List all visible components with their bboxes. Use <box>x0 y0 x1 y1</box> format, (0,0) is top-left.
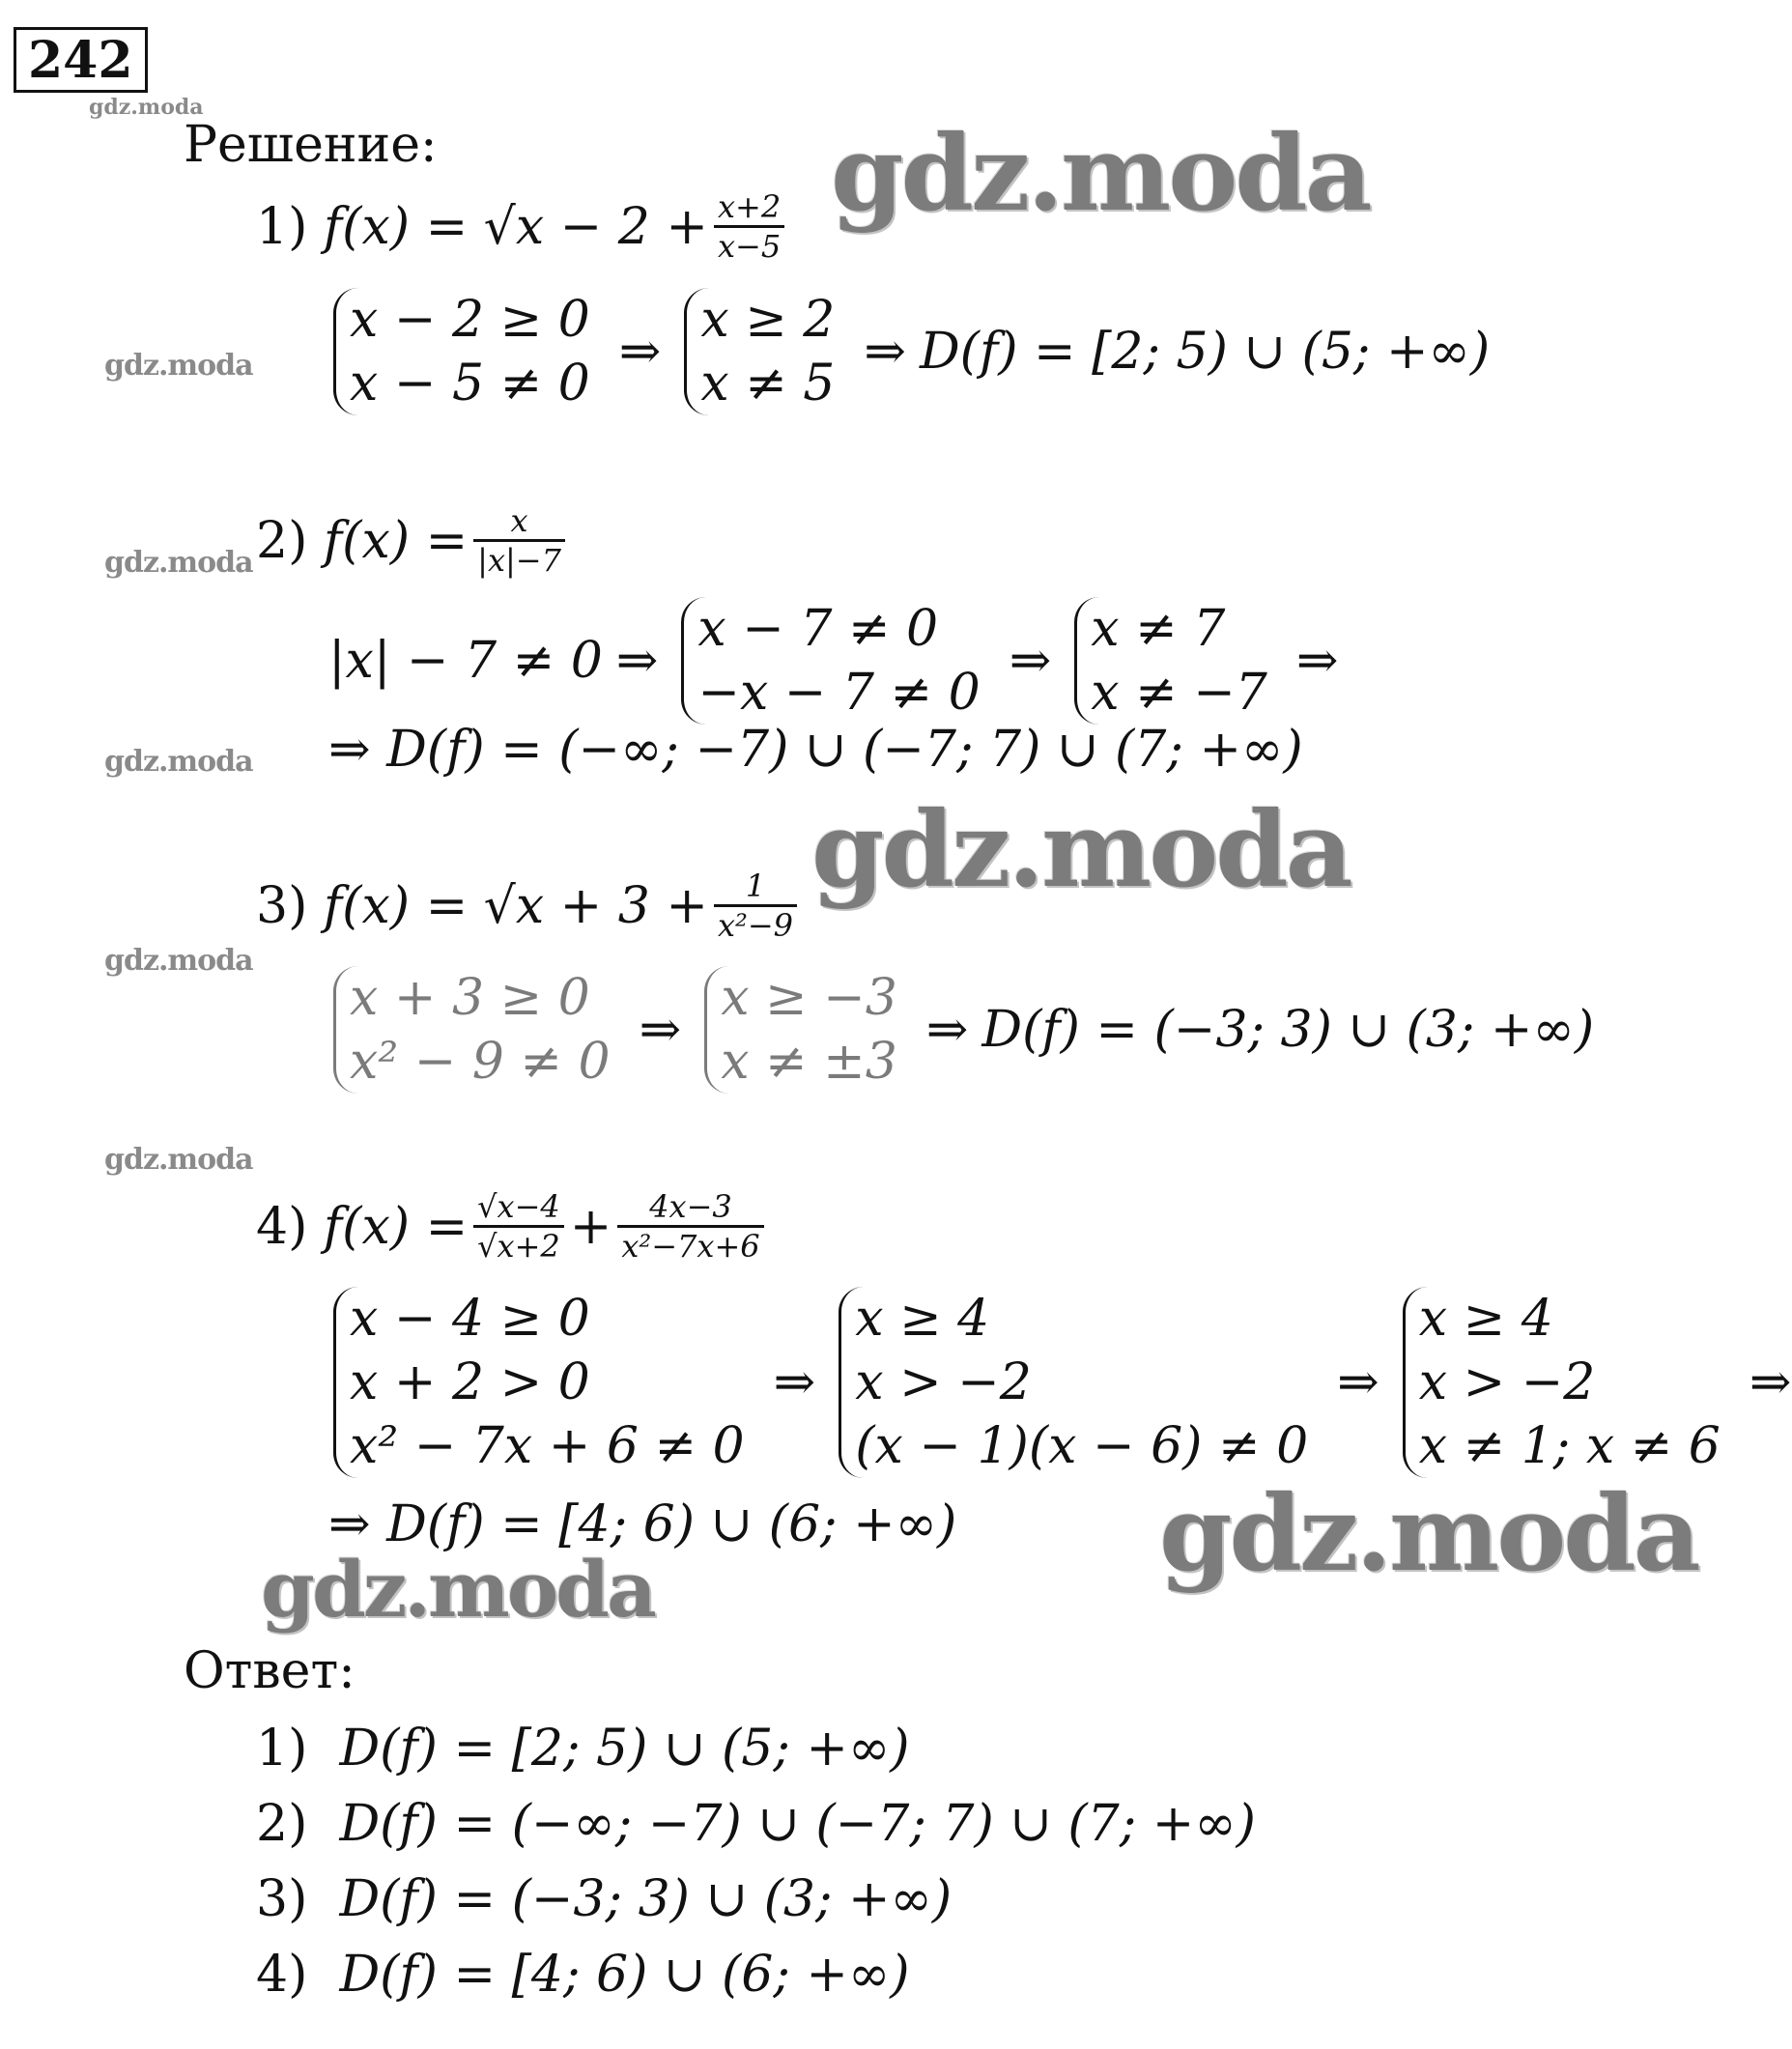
watermark-large: gdz.moda <box>1159 1473 1698 1595</box>
item-4-frac1-den: √x+2 <box>473 1225 564 1265</box>
answer-4-text: D(f) = [4; 6) ∪ (6; +∞) <box>339 1946 910 2004</box>
item-2-domain: ⇒ D(f) = (−∞; −7) ∪ (−7; 7) ∪ (7; +∞) <box>328 721 1303 779</box>
item-3-sys2-row-1: x ≥ −3 <box>721 969 897 1027</box>
watermark-small: gdz.moda <box>104 944 253 978</box>
item-2-fraction <box>473 502 565 579</box>
item-1-domain: D(f) = [2; 5) ∪ (5; +∞) <box>919 323 1491 381</box>
item-3-system-2 <box>704 966 897 1094</box>
implies-arrow: ⇒ <box>1337 1353 1380 1411</box>
item-1-sys1-row-1: x − 2 ≥ 0 <box>350 291 590 349</box>
watermark-small: gdz.moda <box>104 546 253 580</box>
item-1-label: 1) <box>256 197 308 256</box>
item-3-sys2-row-2: x ≠ ±3 <box>721 1033 897 1091</box>
item-2-frac-num: x <box>510 502 528 539</box>
implies-arrow: ⇒ <box>1295 632 1339 690</box>
item-4-fraction-2 <box>617 1188 763 1265</box>
implies-arrow: ⇒ <box>1749 1353 1792 1411</box>
item-4-function: 4) f(x) = $\frac{√x-4}{√x+2}$ + $\frac{4x-3}{\text{x²−7x+6}}$ <box>256 1188 770 1265</box>
item-2-sys1-row-1: x − 7 ≠ 0 <box>697 600 939 658</box>
answer-1-text: D(f) = [2; 5) ∪ (5; +∞) <box>339 1720 910 1778</box>
item-4-system-3 <box>1403 1287 1721 1478</box>
item-4-sys3-row-3: x ≠ 1; x ≠ 6 <box>1418 1417 1721 1475</box>
item-2-derivation <box>328 597 1351 725</box>
item-1-sys2-row-1: x ≥ 2 <box>700 291 836 349</box>
item-3-derivation <box>324 966 1594 1094</box>
implies-arrow: ⇒ <box>615 632 659 690</box>
item-4-system-1 <box>333 1287 745 1478</box>
item-4-fraction-1 <box>473 1188 564 1265</box>
implies-arrow: ⇒ <box>925 1001 969 1059</box>
item-4-sys1-row-1: x − 4 ≥ 0 <box>350 1290 590 1348</box>
item-1-func-lhs: f(x) = √x − 2 + <box>323 197 708 256</box>
item-4-sys1-row-2: x + 2 > 0 <box>350 1353 590 1411</box>
item-4-frac2-num: 4x−3 <box>649 1188 732 1225</box>
implies-arrow: ⇒ <box>618 323 662 381</box>
answer-1-label: 1) <box>256 1720 308 1778</box>
item-2-frac-den: |x|−7 <box>473 539 565 579</box>
item-4-sys1-row-3: x² − 7x + 6 ≠ 0 <box>350 1417 745 1475</box>
item-4-frac1-num: √x−4 <box>477 1188 560 1225</box>
item-1-system-1 <box>333 288 590 415</box>
item-4-sys2-row-1: x ≥ 4 <box>855 1290 990 1348</box>
watermark-large: gdz.moda <box>811 789 1351 911</box>
item-2-label: 2) <box>256 511 308 570</box>
item-2-func-lhs: f(x) = <box>323 511 469 570</box>
item-4-label: 4) <box>256 1197 308 1256</box>
implies-arrow: ⇒ <box>639 1001 682 1059</box>
answer-3-label: 3) <box>256 1870 308 1928</box>
item-2-system-1 <box>681 597 980 725</box>
item-2-sys2-row-1: x ≠ 7 <box>1091 600 1226 658</box>
item-3-sys1-row-1: x + 3 ≥ 0 <box>350 969 590 1027</box>
item-2-system-2 <box>1074 597 1267 725</box>
item-3-frac-den: x²−9 <box>714 904 797 944</box>
watermark-large: gdz.moda <box>831 113 1370 235</box>
item-1-sys1-row-2: x − 5 ≠ 0 <box>350 355 590 413</box>
item-3-system-1 <box>333 966 611 1094</box>
item-1-frac-den: x−5 <box>714 225 784 265</box>
answer-2-label: 2) <box>256 1795 308 1853</box>
item-2-sys1-row-2: −x − 7 ≠ 0 <box>697 664 981 722</box>
item-2-condition: |x| − 7 ≠ 0 <box>328 632 603 690</box>
item-1-frac-num: x+2 <box>717 188 782 225</box>
item-4-func-lhs: f(x) = <box>323 1197 469 1256</box>
item-1-sys2-row-2: x ≠ 5 <box>700 355 836 413</box>
item-4-frac2-den: x²−7x+6 <box>617 1225 763 1265</box>
watermark-tiny: gdz.moda <box>89 95 204 120</box>
item-3-func-lhs: f(x) = √x + 3 + <box>323 876 708 935</box>
item-1-derivation <box>324 288 1490 415</box>
item-4-sys2-row-3: (x − 1)(x − 6) ≠ 0 <box>855 1417 1309 1475</box>
item-3-domain: D(f) = (−3; 3) ∪ (3; +∞) <box>981 1001 1595 1059</box>
item-4-system-2 <box>839 1287 1308 1478</box>
solution-heading: Решение: <box>184 116 438 174</box>
answer-2-text: D(f) = (−∞; −7) ∪ (−7; 7) ∪ (7; +∞) <box>339 1795 1256 1853</box>
problem-number: 242 <box>14 27 148 93</box>
item-4-sys2-row-2: x > −2 <box>855 1353 1032 1411</box>
item-3-frac-num: 1 <box>745 868 766 904</box>
item-1-system-2 <box>684 288 835 415</box>
item-1-function <box>256 188 790 265</box>
watermark-small: gdz.moda <box>104 349 253 383</box>
answer-4-label: 4) <box>256 1946 308 2004</box>
implies-arrow: ⇒ <box>773 1353 816 1411</box>
item-1-fraction <box>714 188 784 265</box>
watermark-small: gdz.moda <box>104 1143 253 1177</box>
item-4-derivation <box>324 1287 1792 1478</box>
item-4-domain: ⇒ D(f) = [4; 6) ∪ (6; +∞) <box>328 1495 957 1553</box>
answer-3-text: D(f) = (−3; 3) ∪ (3; +∞) <box>339 1870 953 1928</box>
item-3-label: 3) <box>256 876 308 935</box>
answer-4 <box>256 1946 910 2004</box>
item-4-sys3-row-1: x ≥ 4 <box>1418 1290 1553 1348</box>
watermark-medium: gdz.moda <box>261 1544 654 1635</box>
implies-arrow: ⇒ <box>1009 632 1052 690</box>
item-3-sys1-row-2: x² − 9 ≠ 0 <box>350 1033 611 1091</box>
answer-1 <box>256 1720 910 1778</box>
item-3-fraction <box>714 868 797 944</box>
item-2-function <box>256 502 571 579</box>
answer-heading: Ответ: <box>184 1642 356 1700</box>
item-3-function <box>256 868 803 944</box>
watermark-small: gdz.moda <box>104 745 253 779</box>
answer-2 <box>256 1795 1256 1853</box>
implies-arrow: ⇒ <box>864 323 906 381</box>
item-2-sys2-row-2: x ≠ −7 <box>1091 664 1267 722</box>
answer-3 <box>256 1870 952 1928</box>
item-4-sys3-row-2: x > −2 <box>1418 1353 1596 1411</box>
